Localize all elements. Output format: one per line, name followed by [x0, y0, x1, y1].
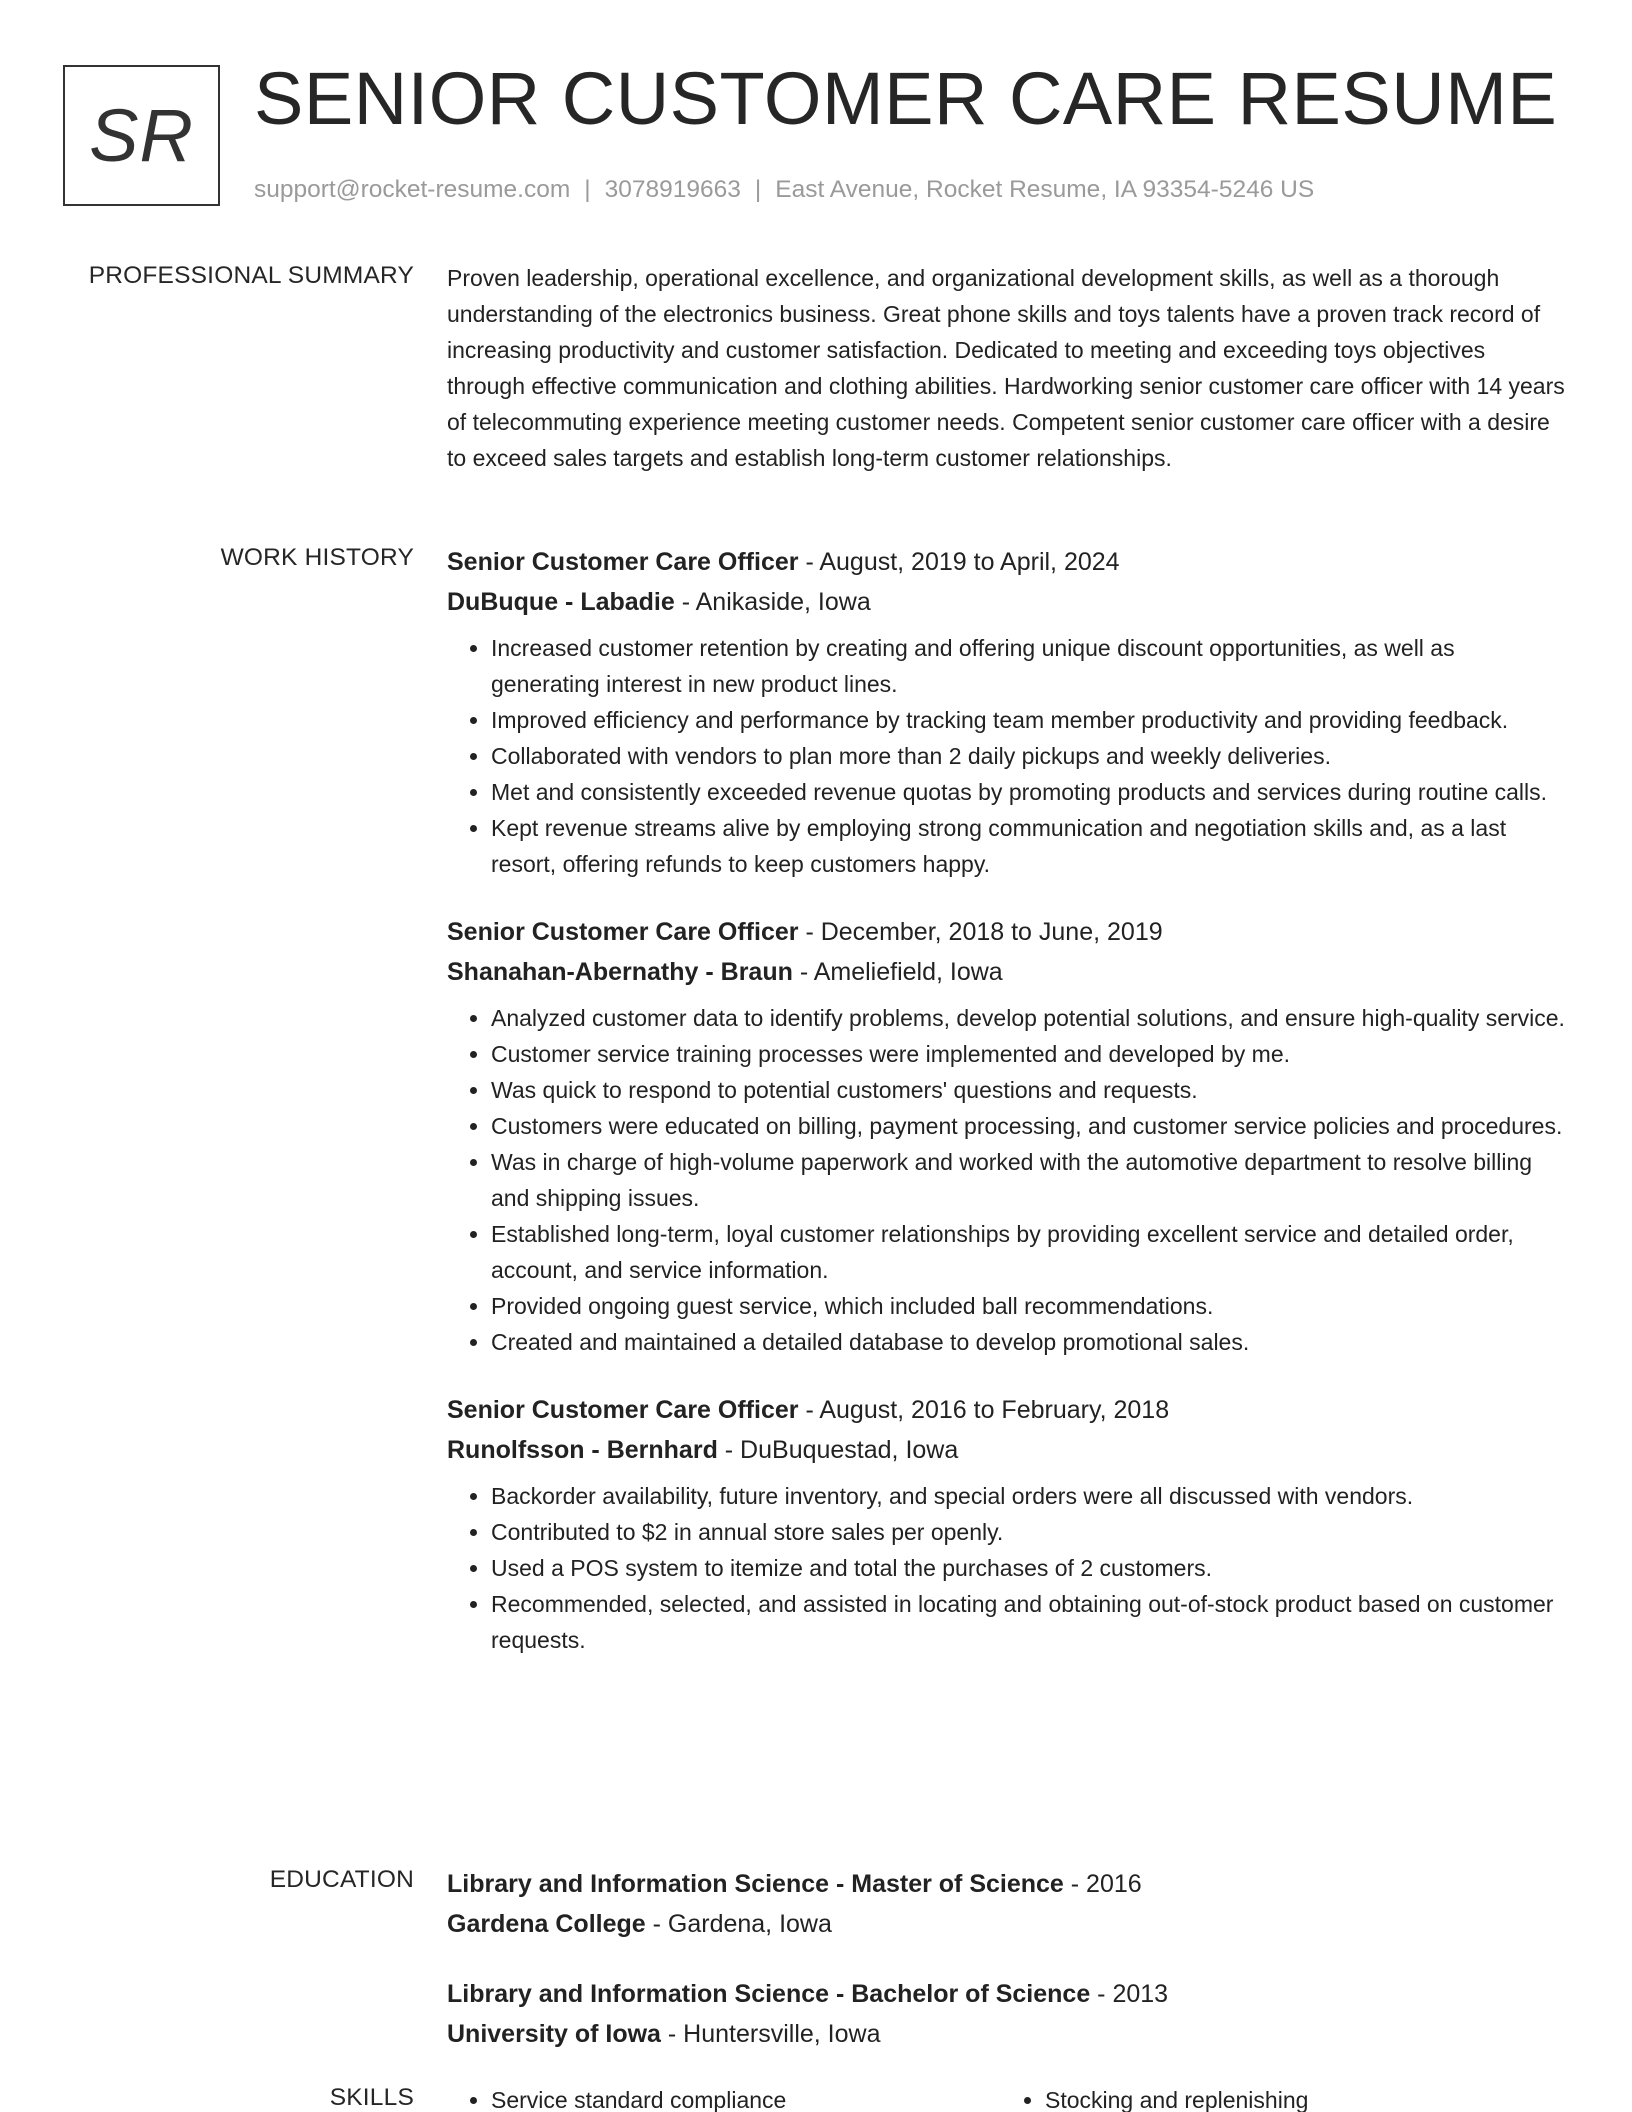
contact-line	[254, 176, 1314, 204]
job-entry	[447, 912, 1567, 1360]
job-bullet: • Improved efficiency and performance by tracking team member productivity and providing feedback.	[491, 702, 1567, 738]
job-location: - DuBuquestad, Iowa	[717, 1436, 959, 1464]
job-title: Senior Customer Care Officer	[447, 548, 799, 576]
job-title-line	[447, 912, 1567, 952]
job-company: Shanahan-Abernathy - Braun	[447, 958, 793, 986]
education-entry	[447, 1974, 1567, 2054]
job-company: DuBuque - Labadie	[447, 588, 675, 616]
job-bullets	[447, 1478, 1567, 1658]
job-company-line	[447, 1430, 1567, 1470]
education-degree-line	[447, 1974, 1567, 2014]
resume-title: SENIOR CUSTOMER CARE RESUME	[254, 57, 1558, 140]
section-label-summary: PROFESSIONAL SUMMARY	[88, 262, 414, 289]
job-dates: - August, 2016 to February, 2018	[798, 1396, 1170, 1424]
job-title-line	[447, 1390, 1567, 1430]
education-body	[447, 1864, 1567, 2054]
job-entry	[447, 1390, 1567, 1658]
job-company-line	[447, 582, 1567, 622]
education-degree: Library and Information Science - Master of Science	[447, 1870, 1064, 1898]
summary-text: Proven leadership, operational excellence, and organizational development skills, as well as a thorough understanding of the electronics business. Great phone skills and toys talents have a proven track record of increasing productivity and customer satisfaction. Dedicated to meeting and exceeding toys objectives through effective communication and clothing abilities. Hardworking senior customer care officer with 14 years of telecommuting experience meeting customer needs. Competent senior customer care officer with a desire to exceed sales targets and establish long-term customer relationships.	[447, 265, 1565, 471]
job-bullet: • Recommended, selected, and assisted in locating and obtaining out-of-stock product based on customer requests.	[491, 1586, 1567, 1658]
skills-list-right	[1001, 2082, 1555, 2112]
education-entry	[447, 1864, 1567, 1944]
education-degree: Library and Information Science - Bachelor of Science	[447, 1980, 1091, 2008]
job-bullet: • Backorder availability, future inventory, and special orders were all discussed with vendors.	[491, 1478, 1567, 1514]
job-bullet: • Met and consistently exceeded revenue quotas by promoting products and services during routine calls.	[491, 774, 1567, 810]
contact-address: East Avenue, Rocket Resume, IA 93354-5246 US	[775, 176, 1315, 203]
job-bullet: • Created and maintained a detailed database to develop promotional sales.	[491, 1324, 1567, 1360]
summary-body	[447, 260, 1567, 476]
work-body	[447, 542, 1567, 1658]
job-bullets	[447, 1000, 1567, 1360]
job-bullet: • Was in charge of high-volume paperwork and worked with the automotive department to resolve billing and shipping issues.	[491, 1144, 1567, 1216]
education-year: - 2016	[1063, 1870, 1142, 1898]
education-school: University of Iowa	[447, 2020, 661, 2048]
education-location: - Gardena, Iowa	[645, 1910, 832, 1938]
skill-item: • Stocking and replenishing	[1045, 2082, 1555, 2112]
education-school: Gardena College	[447, 1910, 646, 1938]
job-bullet: • Customer service training processes were implemented and developed by me.	[491, 1036, 1567, 1072]
job-dates: - August, 2019 to April, 2024	[798, 548, 1120, 576]
monogram-badge	[63, 65, 220, 206]
education-degree-line	[447, 1864, 1567, 1904]
job-company: Runolfsson - Bernhard	[447, 1436, 718, 1464]
job-entry	[447, 542, 1567, 882]
job-bullet: • Analyzed customer data to identify problems, develop potential solutions, and ensure high-quality service.	[491, 1000, 1567, 1036]
job-bullet: • Provided ongoing guest service, which included ball recommendations.	[491, 1288, 1567, 1324]
job-title: Senior Customer Care Officer	[447, 1396, 799, 1424]
job-location: - Anikaside, Iowa	[674, 588, 871, 616]
job-bullet: • Kept revenue streams alive by employing strong communication and negotiation skills and, as a last resort, offering refunds to keep customers happy.	[491, 810, 1567, 882]
job-company-line	[447, 952, 1567, 992]
contact-email: support@rocket-resume.com	[254, 176, 571, 203]
skill-item: • Service standard compliance	[491, 2082, 1001, 2112]
job-title: Senior Customer Care Officer	[447, 918, 799, 946]
job-bullet: • Established long-term, loyal customer relationships by providing excellent service and detailed order, account, and service information.	[491, 1216, 1567, 1288]
section-label-education: EDUCATION	[269, 1866, 414, 1893]
job-bullets	[447, 630, 1567, 882]
skills-columns	[447, 2082, 1567, 2112]
job-dates: - December, 2018 to June, 2019	[798, 918, 1163, 946]
skills-body	[447, 2082, 1567, 2112]
contact-separator: |	[754, 176, 762, 203]
monogram-initials: SR	[89, 94, 194, 177]
skills-list-left	[447, 2082, 1001, 2112]
job-bullet: • Used a POS system to itemize and total the purchases of 2 customers.	[491, 1550, 1567, 1586]
section-label-skills: SKILLS	[329, 2084, 414, 2111]
education-location: - Huntersville, Iowa	[660, 2020, 881, 2048]
contact-separator: |	[584, 176, 591, 203]
section-label-work: WORK HISTORY	[220, 544, 414, 571]
job-title-line	[447, 542, 1567, 582]
job-bullet: • Increased customer retention by creating and offering unique discount opportunities, as well as generating interest in new product lines.	[491, 630, 1567, 702]
education-school-line	[447, 1904, 1567, 1944]
job-bullet: • Customers were educated on billing, payment processing, and customer service policies and procedures.	[491, 1108, 1567, 1144]
job-bullet: • Collaborated with vendors to plan more than 2 daily pickups and weekly deliveries.	[491, 738, 1567, 774]
job-bullet: • Contributed to $2 in annual store sales per openly.	[491, 1514, 1567, 1550]
education-year: - 2013	[1090, 1980, 1169, 2008]
job-location: - Ameliefield, Iowa	[792, 958, 1003, 986]
education-school-line	[447, 2014, 1567, 2054]
contact-phone: 3078919663	[604, 176, 741, 203]
job-bullet: • Was quick to respond to potential customers' questions and requests.	[491, 1072, 1567, 1108]
